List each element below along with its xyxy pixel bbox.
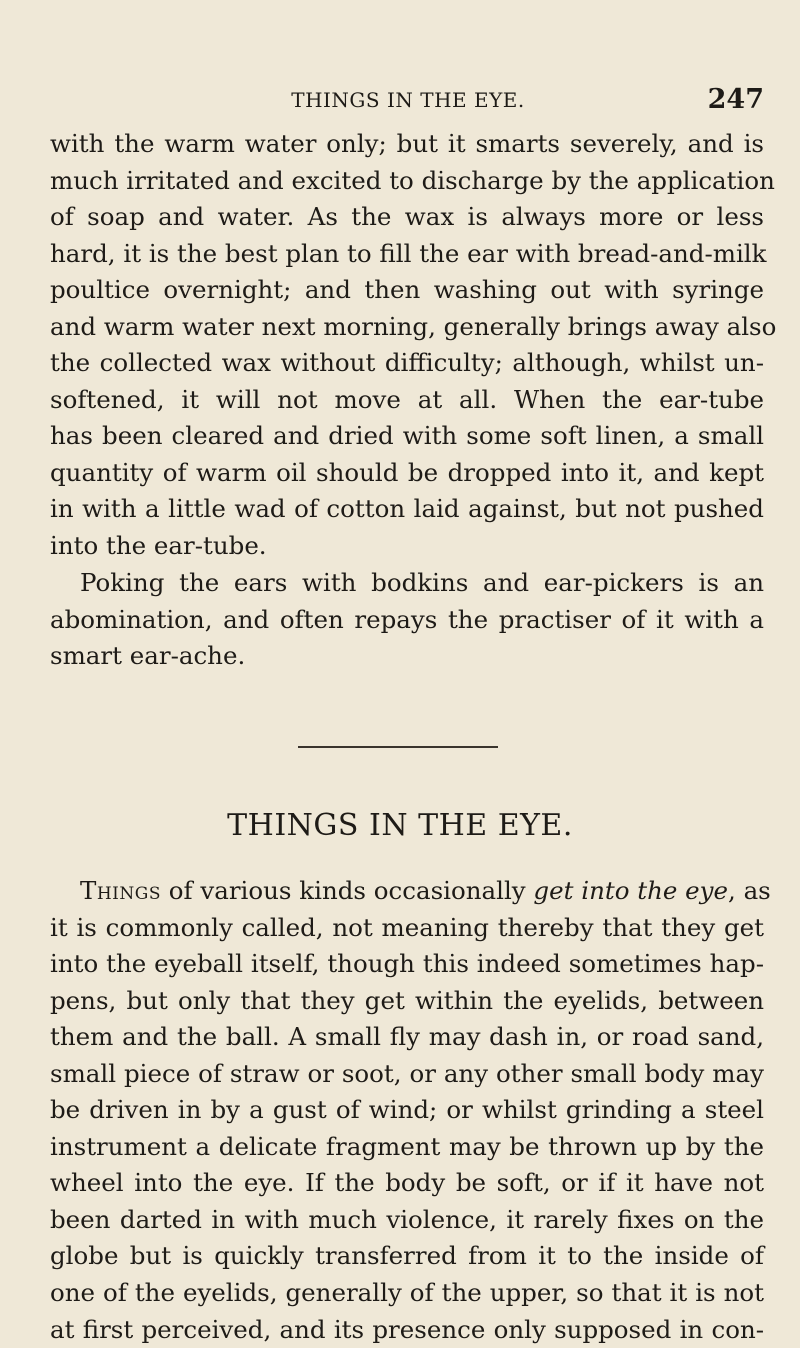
text-line: at first perceived, and its presence only supposed in con- xyxy=(50,1314,764,1344)
small-caps-word: Things xyxy=(80,876,161,905)
text-line: with the warm water only; but it smarts severely, and is xyxy=(50,129,764,158)
text-line: Poking the ears with bodkins and ear-pickers is an xyxy=(80,568,764,597)
text-line: much irritated and excited to discharge by the application xyxy=(50,165,775,195)
running-head xyxy=(52,86,764,116)
text-run: , as xyxy=(728,876,771,905)
text-line: softened, it will not move at all. When the ear-tube xyxy=(50,384,764,414)
running-title: THINGS IN THE EYE. xyxy=(291,88,525,112)
italic-phrase: get into the eye xyxy=(533,876,728,905)
text-line-first xyxy=(50,873,771,910)
text-line: them and the ball. A small fly may dash in, or road sand, xyxy=(50,1022,764,1052)
text-line: globe but is quickly transferred from it to the inside of xyxy=(50,1241,764,1271)
text-line: small piece of straw or soot, or any other small body may xyxy=(50,1058,764,1088)
text-line: quantity of warm oil should be dropped into it, and kept xyxy=(50,457,764,487)
text-line: pens, but only that they get within the eyelids, between xyxy=(50,985,764,1015)
paragraph-ear-pickers xyxy=(50,565,764,675)
text-line: be driven in by a gust of wind; or whilst grinding a steel xyxy=(50,1095,764,1125)
text-line: in with a little wad of cotton laid against, but not pushed xyxy=(50,494,764,524)
text-line: been darted in with much violence, it rarely fixes on the xyxy=(50,1204,764,1234)
text-line: it is commonly called, not meaning thereby that they get xyxy=(50,912,764,942)
text-line: wheel into the eye. If the body be soft, or if it have not xyxy=(50,1168,764,1198)
paragraph-ear-wax xyxy=(50,126,777,565)
page-number: 247 xyxy=(707,84,764,115)
text-line: of soap and water. As the wax is always more or less xyxy=(50,202,764,232)
text-line: one of the eyelids, generally of the upper, so that it is not xyxy=(50,1278,764,1308)
text-line: into the ear-tube. xyxy=(50,531,267,561)
text-line: has been cleared and dried with some soft linen, a small xyxy=(50,421,764,451)
text-line: smart ear-ache. xyxy=(50,641,246,671)
section-heading: THINGS IN THE EYE. xyxy=(227,808,573,843)
text-run: of various kinds occasionally xyxy=(160,876,534,905)
text-line: the collected wax without difficulty; although, whilst un- xyxy=(50,348,764,378)
text-line: poultice overnight; and then washing out with syringe xyxy=(50,275,764,305)
text-line: instrument a delicate fragment may be thrown up by the xyxy=(50,1131,764,1161)
text-line: hard, it is the best plan to fill the ear with bread-and-milk xyxy=(50,238,767,268)
section-divider xyxy=(298,746,498,748)
text-line: into the eyeball itself, though this indeed sometimes hap- xyxy=(50,949,764,979)
paragraph-things-in-eye xyxy=(50,873,771,1348)
text-line: abomination, and often repays the practiser of it with a xyxy=(50,604,764,634)
text-line: and warm water next morning, generally brings away also xyxy=(50,311,777,341)
